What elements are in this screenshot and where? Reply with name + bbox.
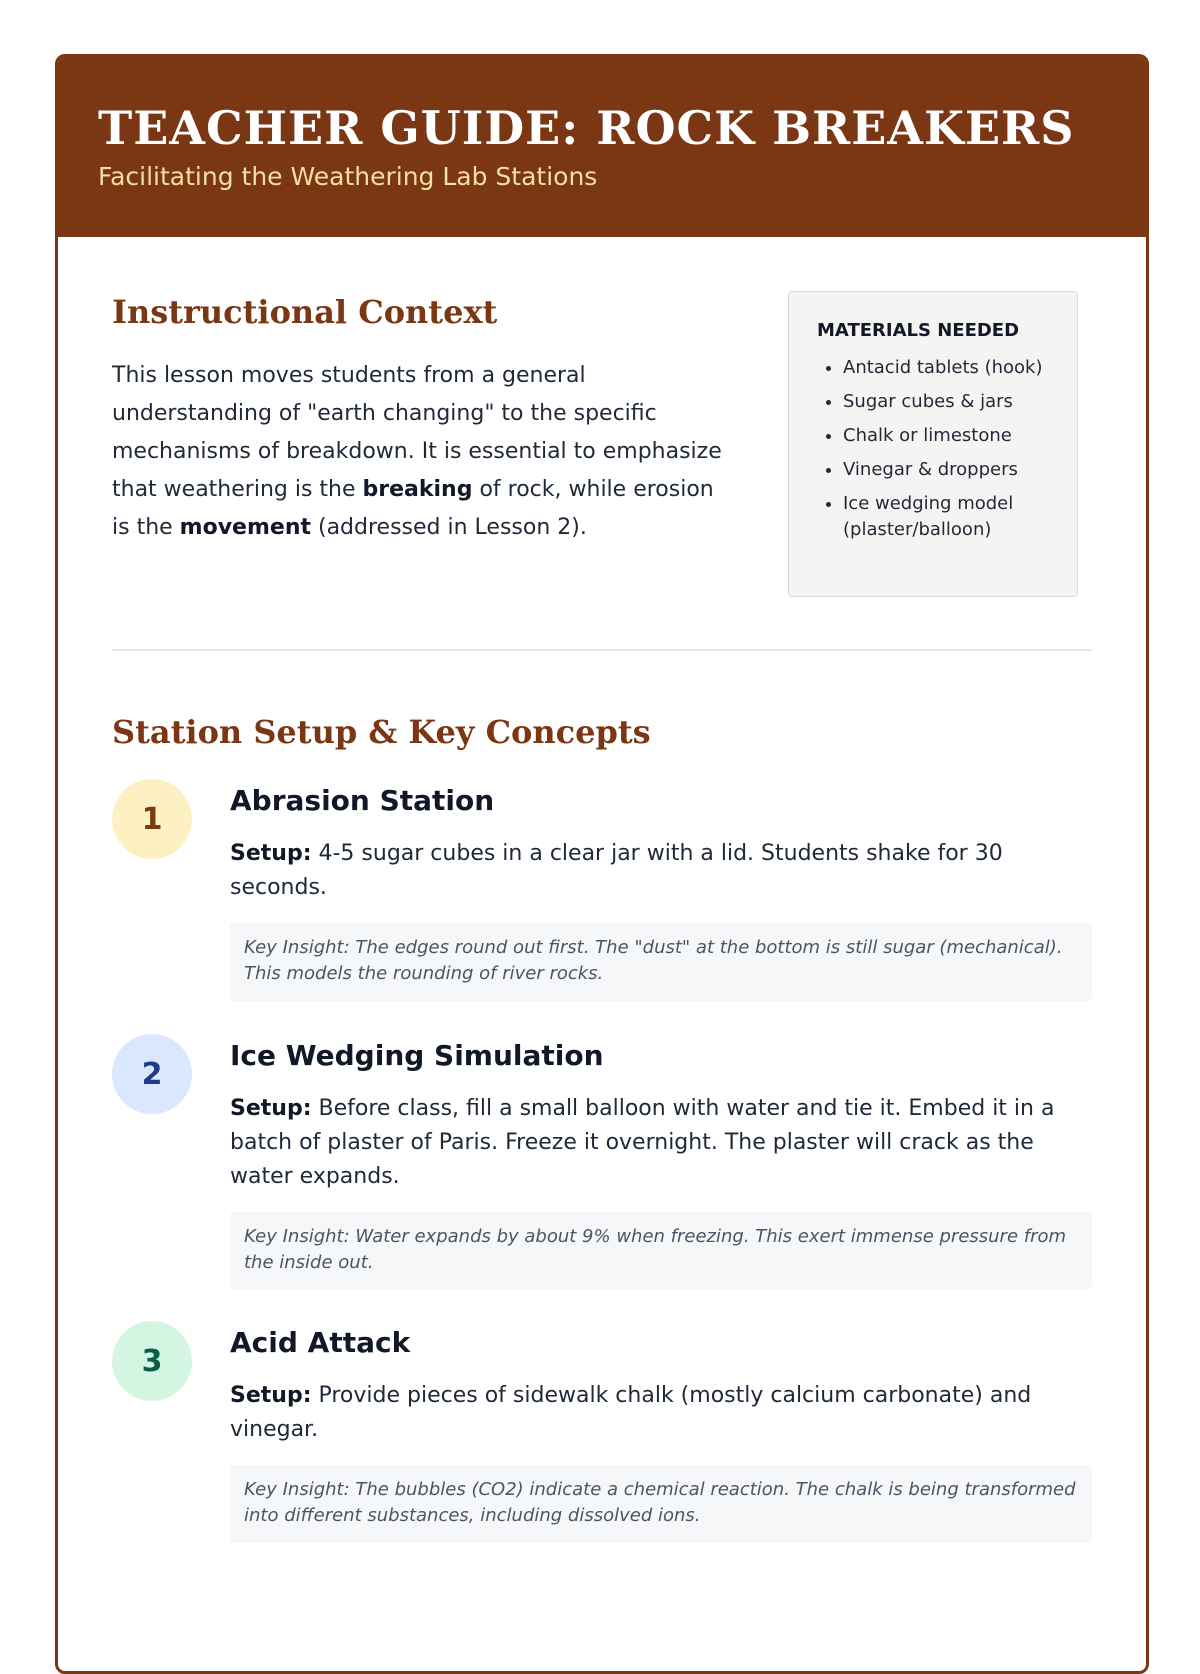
key-insight: Key Insight: The edges round out first. The "dust" at the bottom is still sugar (mechanical). This models the rounding of river rocks. [230, 923, 1092, 1001]
materials-item: • Antacid tablets (hook) [843, 355, 1057, 381]
teacher-guide-card [55, 54, 1149, 1674]
station-title: Acid Attack [230, 1326, 411, 1359]
context-text-1: This lesson moves students from a general understanding of "earth changing" to the specific mechanisms of breakdown. It is essential to emphasize that weathering is the [112, 363, 722, 502]
station-setup [230, 1092, 1092, 1194]
materials-item: • Ice wedging model (plaster/balloon) [843, 491, 1057, 543]
station-number-badge: 1 [112, 779, 192, 859]
materials-item: • Chalk or limestone [843, 423, 1057, 449]
key-insight: Key Insight: The bubbles (CO2) indicate a chemical reaction. The chalk is being transformed into different substances, including dissolved ions. [230, 1465, 1092, 1543]
guide-body [58, 237, 1146, 751]
station-setup [230, 1379, 1092, 1447]
instructional-context [112, 293, 732, 547]
key-insight: Key Insight: Water expands by about 9% when freezing. This exert immense pressure from the inside out. [230, 1212, 1092, 1290]
station-content [230, 1034, 1092, 1290]
station-number-badge: 2 [112, 1034, 192, 1114]
section-divider [112, 649, 1092, 651]
context-bold-breaking: breaking [362, 477, 473, 502]
station-number-badge: 3 [112, 1321, 192, 1401]
page-subtitle: Facilitating the Weathering Lab Stations [98, 162, 598, 191]
station-title: Abrasion Station [230, 784, 495, 817]
setup-label: Setup: [230, 1383, 312, 1408]
setup-label: Setup: [230, 1096, 312, 1121]
page-title: TEACHER GUIDE: ROCK BREAKERS [98, 101, 1075, 155]
setup-text: 4-5 sugar cubes in a clear jar with a lid. Students shake for 30 seconds. [230, 841, 1003, 900]
materials-item: • Vinegar & droppers [843, 457, 1057, 483]
materials-list [817, 355, 1057, 543]
station-title: Ice Wedging Simulation [230, 1039, 604, 1072]
context-bold-movement: movement [179, 515, 311, 540]
setup-text: Before class, fill a small balloon with water and tie it. Embed it in a batch of plaster of Paris. Freeze it overnight. The plaster will crack as the water expands. [230, 1096, 1055, 1189]
materials-box [788, 291, 1078, 597]
setup-label: Setup: [230, 841, 312, 866]
guide-header [58, 57, 1146, 237]
station-setup [230, 837, 1092, 905]
context-heading: Instructional Context [112, 293, 498, 331]
station-content [230, 779, 1092, 1001]
context-paragraph [112, 357, 732, 547]
stations-heading: Station Setup & Key Concepts [112, 713, 651, 751]
context-text-3: (addressed in Lesson 2). [311, 515, 587, 540]
materials-item: • Sugar cubes & jars [843, 389, 1057, 415]
setup-text: Provide pieces of sidewalk chalk (mostly calcium carbonate) and vinegar. [230, 1383, 1032, 1442]
materials-heading: MATERIALS NEEDED [817, 320, 1020, 341]
context-text-2: of rock, while erosion is the [112, 477, 714, 540]
station-content [230, 1321, 1092, 1543]
